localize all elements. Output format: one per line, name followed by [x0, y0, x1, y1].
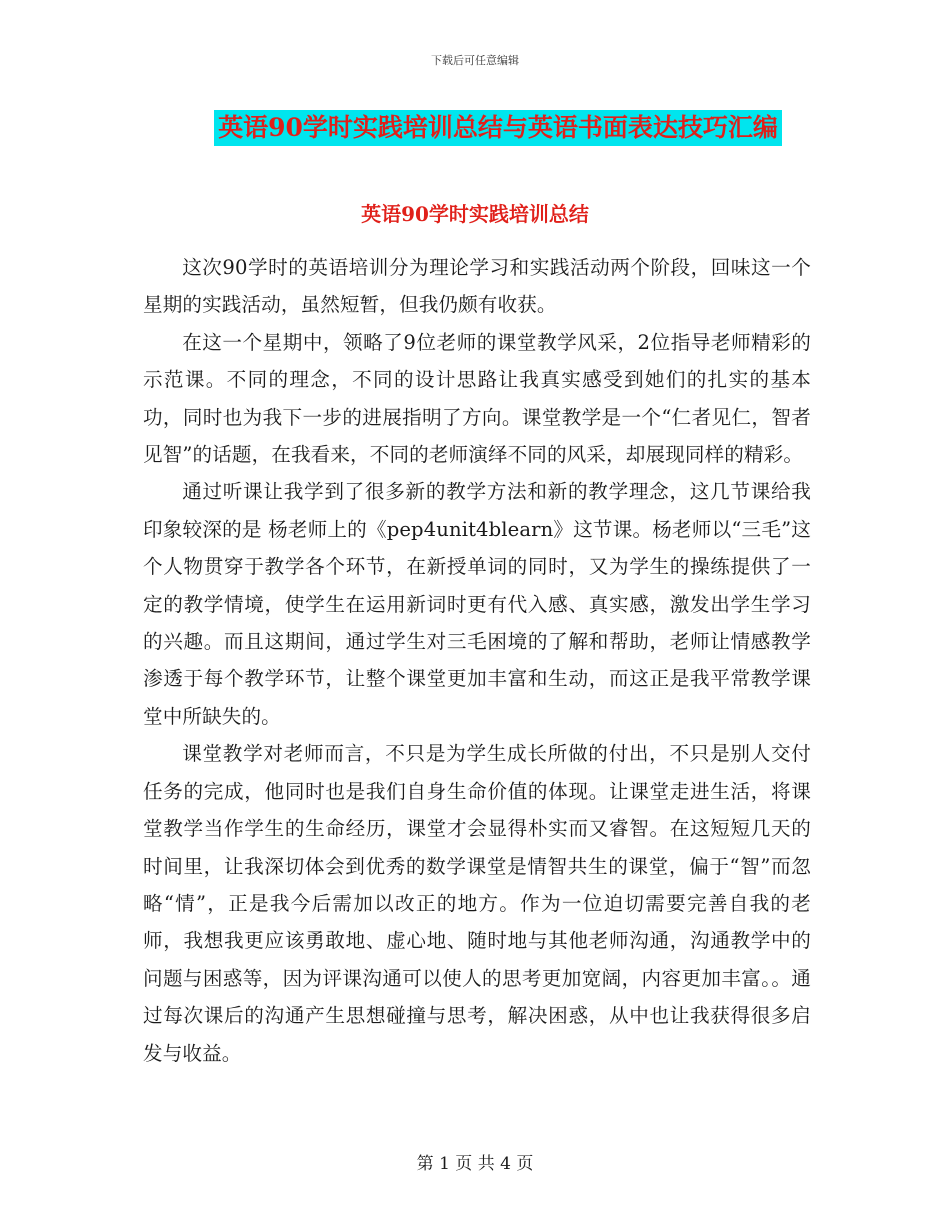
paragraph: 这次90学时的英语培训分为理论学习和实践活动两个阶段，回味这一个星期的实践活动，虽然短暂，但我仍颇有收获。 [143, 256, 811, 317]
document-body [143, 249, 811, 1072]
main-title-container [0, 110, 950, 146]
page-header-note: 下载后可任意编辑 [431, 54, 519, 67]
paragraph: 在这一个星期中，领略了9位老师的课堂教学风采，2位指导老师精彩的示范课。不同的理念，不同的设计思路让我真实感受到她们的扎实的基本功，同时也为我下一步的进展指明了方向。课堂教学是一个“仁者见仁，智者见智”的话题，在我看来，不同的老师演绎不同的风采，却展现同样的精彩。 [143, 330, 811, 467]
paragraph: 通过听课让我学到了很多新的教学方法和新的教学理念，这几节课给我印象较深的是 杨老师上的《pep4unit4blearn》这节课。杨老师以“三毛”这个人物贯穿于教学各个环节，在新授单词的同时，又为学生的操练提供了一定的教学情境，使学生在运用新词时更有代入感、真实感，激发出学生学习的兴趣。而且这期间，通过学生对三毛困境的了解和帮助，老师让情感教学渗透于每个教学环节，让整个课堂更加丰富和生动，而这正是我平常教学课堂中所缺失的。 [143, 480, 811, 728]
page-number-footer: 第 1 页 共 4 页 [416, 1154, 534, 1174]
main-title: 英语90学时实践培训总结与英语书面表达技巧汇编 [214, 110, 782, 146]
paragraph: 课堂教学对老师而言，不只是为学生成长所做的付出，不只是别人交付任务的完成，他同时也是我们自身生命价值的体现。让课堂走进生活，将课堂教学当作学生的生命经历，课堂才会显得朴实而又睿智。在这短短几天的时间里，让我深切体会到优秀的数学课堂是情智共生的课堂，偏于“智”而忽略“情”，正是我今后需加以改正的地方。作为一位迫切需要完善自我的老师，我想我更应该勇敢地、虚心地、随时地与其他老师沟通，沟通教学中的问题与困惑等，因为评课沟通可以使人的思考更加宽阔，内容更加丰富。。通过每次课后的沟通产生思想碰撞与思考，解决困惑，从中也让我获得很多启发与收益。 [143, 742, 811, 1065]
section-title: 英语90学时实践培训总结 [361, 202, 589, 226]
